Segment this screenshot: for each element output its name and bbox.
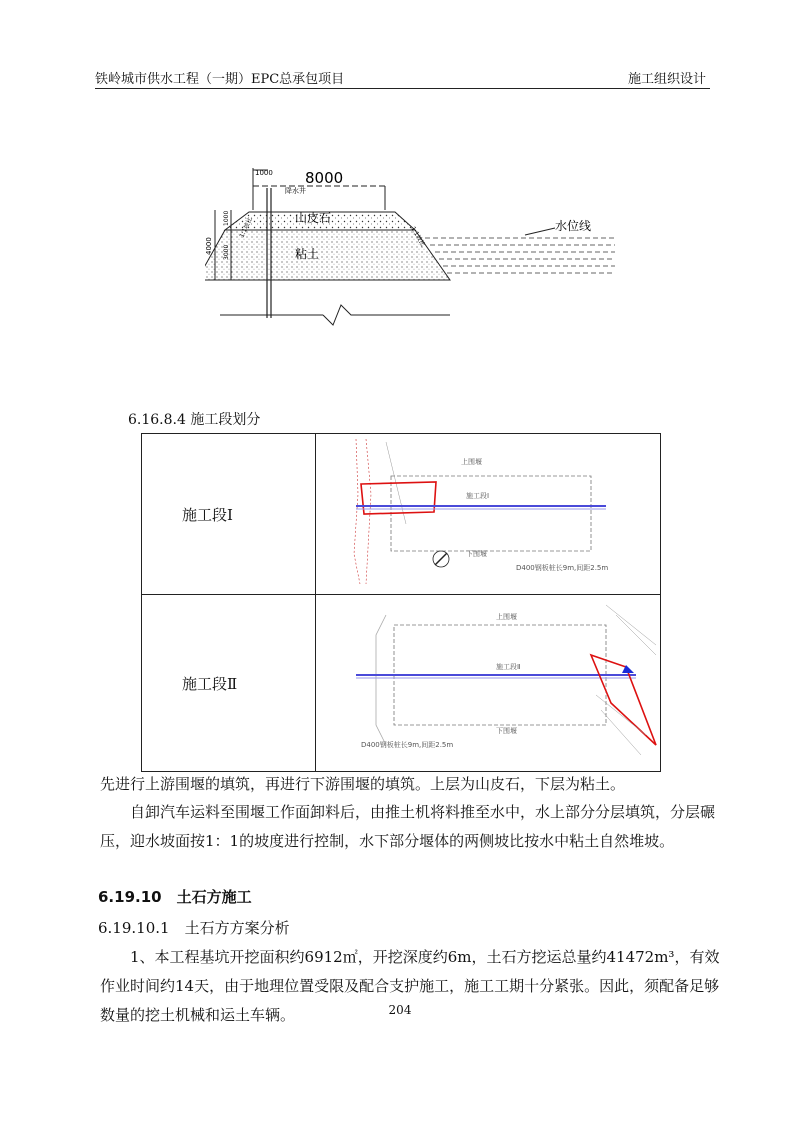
stage-label-1: 施工段Ⅰ	[142, 434, 316, 595]
document-title: 施工组织设计	[627, 72, 706, 87]
construction-stage-table	[141, 433, 661, 772]
pile-note: D400钢板桩长9m,间距2.5m	[361, 741, 454, 749]
pile-note: D400钢板桩长9m,间距2.5m	[516, 564, 609, 572]
page-header	[95, 66, 710, 89]
cofferdam-outline	[391, 476, 591, 551]
cofferdam-section-figure	[205, 160, 625, 340]
stage-1-plan-drawing	[316, 434, 660, 590]
section-title: 6.19.10 土石方施工	[98, 888, 252, 906]
paragraph-fill-order: 先进行上游围堰的填筑，再进行下游围堰的填筑。上层为山皮石，下层为粘土。	[100, 775, 626, 793]
water-line-label: 水位线	[555, 219, 592, 233]
stage-section-caption: 6.16.8.4 施工段划分	[128, 412, 261, 428]
subsection-title: 6.19.10.1 土石方方案分析	[98, 919, 290, 937]
upper-dam-label: 上围堰	[496, 613, 517, 621]
stage-boundary	[591, 655, 656, 745]
height-label: 4000	[205, 237, 213, 255]
width-label: 8000	[305, 169, 344, 187]
page-number: 204	[388, 1003, 412, 1017]
lower-dam-label: 下围堰	[466, 550, 487, 558]
plan-stage-name: 施工段Ⅱ	[496, 663, 521, 671]
well-label: 降水井	[285, 187, 306, 195]
plan-stage-name: 施工段Ⅰ	[466, 492, 490, 500]
stage-plan-1	[316, 434, 661, 595]
lower-dam-label: 下围堰	[496, 727, 517, 735]
stage-row	[142, 595, 661, 772]
upper-dim-label: 1000	[223, 210, 230, 226]
upper-dam-label: 上围堰	[461, 458, 482, 466]
offset-label: 1000	[255, 169, 273, 177]
paragraph-fill-method: 自卸汽车运料至围堰工作面卸料后，由推土机将料推至水中，水上部分分层填筑，分层碾压，迎水坡面按1：1的坡度进行控制，水下部分堰体的两侧坡比按水中粘土自然堆坡。	[100, 803, 716, 850]
stage-row	[142, 434, 661, 595]
lower-dim-label: 3000	[223, 244, 230, 260]
upper-layer-label: 山皮石	[295, 211, 332, 225]
paragraph-earthwork-analysis: 1、本工程基坑开挖面积约6912㎡，开挖深度约6m，土石方挖运总量约41472m³，有效作业时间约14天，由于地理位置受限及配合支护施工，施工工期十分紧张。因此，须配备足够数量的挖土机械和运土车辆。	[100, 948, 720, 1024]
stage-label-2: 施工段Ⅱ	[142, 595, 316, 772]
stage-2-plan-drawing	[316, 595, 660, 767]
project-title: 铁岭城市供水工程（一期）EPC总承包项目	[95, 72, 345, 87]
slope-right-label: 1:1坡比	[409, 225, 427, 248]
slope-left-label: 1:1坡比	[238, 216, 254, 239]
water-surface-lines	[425, 238, 615, 273]
stage-plan-2	[316, 595, 661, 772]
lower-layer-label: 粘土	[295, 247, 320, 261]
